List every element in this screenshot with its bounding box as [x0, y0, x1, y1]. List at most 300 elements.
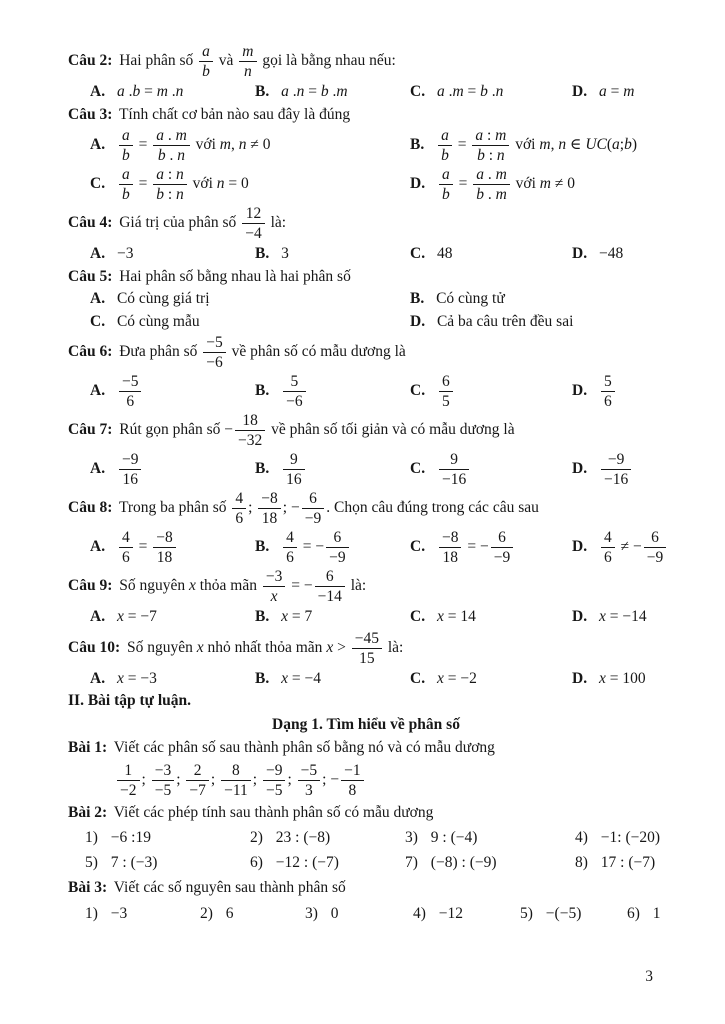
math-expression	[189, 577, 196, 594]
question-label: Câu 3:	[68, 105, 113, 123]
question-label: Câu 4:	[68, 214, 113, 232]
math-expression	[197, 639, 204, 656]
math-expression: = −	[302, 538, 325, 556]
option-C	[410, 81, 572, 104]
math-variable: x	[598, 669, 606, 687]
fraction-numerator: 12	[242, 205, 265, 224]
fraction-numerator: −1	[341, 762, 364, 781]
option-letter: D.	[572, 460, 588, 478]
fraction-numerator: 18	[235, 412, 265, 431]
text-run: và	[214, 52, 238, 70]
math-variable: n	[176, 186, 184, 203]
item-number: 5)	[85, 853, 98, 871]
math-expression: 17 : (−7)	[600, 853, 656, 871]
fraction-numerator: a : m	[472, 127, 509, 146]
fraction-denominator: −9	[304, 510, 322, 527]
math-variable: a	[281, 83, 289, 100]
fraction-numerator: 9	[439, 451, 469, 470]
fraction-numerator: 2	[186, 762, 209, 781]
text-run: thỏa mãn	[195, 577, 261, 595]
section-heading: II. Bài tập tự luận.	[68, 692, 192, 709]
exercise-label: Bài 2:	[68, 803, 108, 821]
math-variable: x	[196, 638, 204, 656]
fraction-numerator: 5	[601, 373, 615, 392]
fraction-numerator: −3	[152, 762, 175, 781]
text-run: Số nguyên	[119, 577, 189, 595]
option-letter: A.	[90, 290, 106, 307]
page-number: 3	[645, 967, 653, 985]
fraction	[437, 373, 455, 410]
fraction	[237, 43, 258, 80]
item-number: 1)	[85, 829, 98, 846]
fraction-denominator: 6	[235, 510, 244, 527]
option-B	[255, 606, 410, 629]
math-variable: a	[475, 127, 484, 144]
text-run: . Chọn câu đúng trong các câu sau	[326, 499, 539, 517]
options-row	[68, 311, 664, 334]
option-letter: B.	[255, 245, 270, 262]
math-variable: x	[116, 608, 124, 625]
option-letter: A.	[90, 608, 106, 625]
fraction-denominator: −5	[154, 781, 172, 799]
math-expression: n = 0	[216, 175, 249, 193]
question-text	[68, 204, 664, 243]
text-run: ;	[287, 770, 296, 788]
exercise-item	[85, 904, 200, 925]
fraction	[117, 373, 144, 410]
fraction-denominator: −11	[224, 781, 248, 799]
question-text	[68, 489, 664, 528]
fraction-denominator	[119, 146, 133, 164]
exercise-item	[405, 828, 575, 849]
fraction-denominator: 15	[359, 649, 375, 667]
math-variable: m	[156, 83, 168, 100]
math-expression: −	[224, 421, 234, 439]
fraction-numerator: −5	[203, 334, 226, 353]
fraction	[230, 490, 248, 527]
exercise-item	[627, 904, 664, 925]
options-row	[68, 165, 664, 204]
question-label: Câu 6:	[68, 343, 113, 361]
fraction-denominator	[438, 146, 452, 164]
option-B	[255, 81, 410, 104]
fraction	[313, 568, 347, 605]
fraction-numerator: 6	[315, 568, 345, 587]
fraction	[117, 451, 144, 488]
option-letter: C.	[410, 608, 426, 625]
exercise-item	[250, 828, 405, 849]
option-A	[90, 372, 255, 411]
fraction-numerator: 6	[644, 529, 667, 548]
math-variable: b	[202, 63, 210, 80]
math-expression: = −	[291, 577, 313, 595]
options-row	[68, 243, 664, 266]
option-letter: C.	[410, 245, 426, 262]
option-D	[572, 450, 664, 489]
question-text	[68, 333, 664, 372]
option-D	[572, 528, 668, 567]
option-letter: B.	[255, 460, 270, 478]
math-variable: C	[596, 136, 607, 154]
exercise-item	[520, 904, 627, 925]
math-variable: m	[623, 83, 635, 100]
text-run: ;	[248, 499, 257, 517]
option-C	[90, 311, 410, 334]
math-expression: −1: (−20)	[600, 829, 661, 846]
fraction-numerator: 9	[283, 451, 305, 470]
fraction-numerator: −9	[263, 762, 286, 781]
math-variable: a	[202, 43, 210, 60]
option-letter: C.	[410, 669, 426, 687]
fraction-denominator: −9	[493, 549, 511, 566]
math-variable: m	[242, 43, 254, 60]
math-expression: x = 14	[436, 608, 476, 625]
fraction	[201, 334, 228, 371]
option-C	[410, 606, 572, 629]
option-A	[90, 243, 255, 266]
math-variable: a	[476, 166, 484, 183]
fraction	[599, 373, 617, 410]
fraction	[437, 529, 464, 566]
math-expression: 9 : (−4)	[430, 829, 478, 846]
fraction-denominator: 3	[305, 781, 313, 799]
text-run: là:	[346, 577, 367, 595]
question-label: Câu 10:	[68, 638, 121, 656]
fraction	[151, 166, 189, 203]
option-D	[572, 372, 664, 411]
option-letter: B.	[255, 669, 270, 687]
math-expression: 0	[330, 904, 339, 922]
item-number: 7)	[405, 853, 418, 871]
math-variable: x	[436, 608, 444, 625]
exercise-text	[68, 802, 664, 825]
math-expression: 7 : (−3)	[110, 853, 158, 871]
option-B	[410, 288, 664, 311]
text-run: Số nguyên	[126, 638, 197, 656]
option-letter: C.	[410, 538, 426, 556]
text-run: Rút gọn phân số	[119, 421, 225, 439]
option-letter: C.	[90, 175, 106, 193]
option-C	[410, 668, 572, 691]
option-A	[90, 81, 255, 104]
option-letter: A.	[90, 245, 106, 262]
question-text	[68, 629, 664, 668]
question-label: Câu 2:	[68, 52, 113, 70]
fraction	[281, 373, 308, 410]
math-variable: b	[441, 186, 450, 203]
fraction-denominator	[439, 185, 453, 203]
exercise-item	[413, 904, 520, 925]
option-letter: A.	[90, 83, 106, 100]
fraction-denominator: −2	[120, 781, 137, 799]
math-expression: x = 100	[598, 669, 646, 687]
math-variable: b	[121, 186, 130, 203]
math-expression: =	[138, 136, 148, 154]
math-expression: −(−5)	[545, 904, 582, 922]
text-run: với	[511, 175, 540, 193]
exercise-row	[68, 904, 664, 925]
fraction	[233, 412, 267, 449]
math-variable: n	[177, 147, 186, 164]
fraction	[437, 166, 455, 203]
text-run: Tính chất cơ bản nào sau đây là đúng	[118, 105, 351, 123]
math-variable: n	[175, 83, 184, 100]
fraction-numerator: −45	[352, 630, 382, 649]
document-content	[68, 42, 664, 928]
question-text	[68, 42, 664, 81]
exercise-text	[68, 877, 664, 900]
math-expression: a .b = m .n	[116, 83, 184, 100]
exercise-item	[575, 853, 664, 874]
option-A	[90, 288, 410, 311]
fraction-denominator: −4	[245, 225, 262, 242]
fraction	[489, 529, 516, 566]
exercise-row	[68, 853, 664, 874]
math-expression: −3	[110, 904, 128, 922]
math-expression: =	[138, 175, 148, 193]
fraction-numerator: 6	[491, 529, 514, 548]
text-run: Có cùng tử	[436, 290, 505, 307]
fraction-numerator: −5	[298, 762, 321, 781]
math-expression: m, n ≠ 0	[219, 136, 271, 154]
fraction	[281, 451, 307, 488]
fraction-denominator	[239, 62, 256, 80]
option-letter: D.	[572, 83, 588, 100]
fraction-numerator: −9	[601, 451, 631, 470]
fraction-denominator: −5	[265, 781, 283, 799]
fraction-denominator: b : n	[156, 186, 184, 203]
option-C	[410, 450, 572, 489]
question-label: Câu 9:	[68, 577, 113, 595]
fraction-numerator	[119, 127, 133, 146]
math-variable: a	[156, 166, 164, 183]
text-run: về phân số có mẫu dương là	[227, 343, 406, 361]
options-row	[68, 606, 664, 629]
text-run: Hai phân số	[119, 52, 198, 70]
fraction	[436, 127, 454, 164]
math-variable: n	[176, 166, 184, 183]
math-expression: −12 : (−7)	[275, 853, 339, 871]
option-letter: A.	[90, 136, 106, 154]
text-run: ;	[252, 770, 261, 788]
option-B	[255, 450, 410, 489]
fraction	[117, 529, 135, 566]
math-variable: a	[156, 127, 164, 144]
math-expression: 3	[281, 245, 289, 262]
fraction-numerator: 4	[601, 529, 615, 548]
math-expression: 6	[225, 904, 234, 922]
exercise-item	[575, 828, 664, 849]
fraction-denominator: −6	[206, 354, 223, 371]
math-variable: n	[495, 83, 504, 100]
question-text	[68, 104, 664, 127]
text-run: Trong ba phân số	[118, 499, 231, 517]
subsection-heading: Dạng 1. Tìm hiểu về phân số	[272, 715, 460, 733]
option-B	[255, 528, 410, 567]
math-variable: m	[175, 127, 187, 144]
fraction-numerator	[438, 127, 452, 146]
math-variable: m	[452, 83, 464, 100]
fraction-denominator: 18	[442, 549, 458, 566]
exercise-label: Bài 3:	[68, 879, 108, 896]
math-expression: x = −4	[281, 669, 321, 687]
option-letter: D.	[572, 245, 588, 262]
math-variable: m	[539, 136, 551, 154]
option-C	[410, 243, 572, 266]
option-letter: C.	[410, 382, 426, 400]
option-D	[572, 81, 664, 104]
fraction-denominator	[199, 62, 213, 80]
math-variable: b	[476, 186, 484, 203]
math-variable: U	[585, 136, 597, 154]
exercise-item	[200, 904, 305, 925]
item-number: 8)	[575, 853, 588, 871]
math-expression: = −	[467, 538, 489, 556]
math-variable: x	[116, 669, 124, 687]
math-variable: a	[598, 83, 607, 100]
fraction-numerator: 6	[302, 490, 325, 509]
math-variable: b	[480, 83, 488, 100]
option-B	[255, 372, 410, 411]
math-expression: −12	[438, 904, 464, 922]
option-letter: C.	[410, 460, 426, 478]
fraction-numerator	[439, 166, 453, 185]
fraction	[256, 490, 283, 527]
text-run: về phân số tối giản và có mẫu dương là	[267, 421, 515, 439]
math-variable: x	[188, 577, 196, 595]
fraction-denominator: −6	[286, 393, 303, 410]
fraction	[339, 762, 366, 799]
math-variable: x	[436, 669, 444, 687]
exercise-label: Bài 1:	[68, 739, 108, 756]
math-variable: b	[320, 83, 329, 100]
math-variable: n	[244, 63, 252, 80]
fraction-denominator: −32	[238, 432, 263, 449]
fraction-denominator: 16	[286, 471, 302, 488]
option-D	[572, 243, 664, 266]
fraction-denominator: b : n	[477, 147, 505, 164]
fraction-numerator: 6	[326, 529, 349, 548]
fraction	[642, 529, 669, 566]
option-D	[410, 311, 664, 334]
text-run: Cả ba câu trên đều sai	[436, 312, 574, 330]
math-expression: −	[330, 770, 340, 788]
question-label: Câu 8:	[68, 499, 113, 517]
text-run: Giá trị của phân số	[119, 214, 241, 232]
text-run: ;	[141, 770, 150, 788]
fraction-numerator	[119, 166, 133, 185]
math-variable: b	[441, 147, 449, 164]
fraction-denominator: −16	[441, 471, 467, 488]
fraction	[281, 529, 299, 566]
fraction-numerator: a : n	[153, 166, 187, 185]
math-variable: m	[495, 166, 507, 183]
text-run: ;	[322, 770, 331, 788]
text-run: ;	[210, 770, 220, 788]
fraction-denominator: 8	[348, 781, 357, 799]
fraction-numerator: 1	[117, 762, 140, 781]
question-label: Câu 7:	[68, 421, 113, 439]
text-run: với	[191, 136, 220, 154]
fraction-numerator: 5	[283, 373, 306, 392]
math-variable: a	[121, 127, 130, 144]
fraction-numerator	[239, 43, 256, 62]
math-variable: b	[156, 186, 164, 203]
option-letter: A.	[90, 382, 106, 400]
fraction-denominator: 6	[603, 393, 612, 410]
math-expression: x >	[326, 638, 346, 656]
fraction	[437, 451, 471, 488]
option-A	[90, 606, 255, 629]
math-expression: 1	[652, 904, 661, 922]
option-C	[410, 528, 572, 567]
fraction	[350, 630, 384, 667]
fraction-denominator: b . m	[476, 186, 507, 203]
math-expression: 23 : (−8)	[275, 829, 331, 846]
fraction	[261, 762, 288, 799]
option-letter: B.	[255, 538, 270, 556]
math-variable: x	[326, 638, 334, 656]
math-variable: m	[495, 127, 507, 144]
text-run: Viết các số nguyên sau thành phân số	[113, 879, 346, 896]
math-variable: n	[216, 175, 225, 193]
option-D	[410, 165, 664, 204]
text-run: Viết các phép tính sau thành phân số có mẫu dương	[113, 803, 434, 821]
options-row	[68, 450, 664, 489]
fraction-numerator: −8	[258, 490, 281, 509]
fraction	[115, 762, 142, 799]
math-variable: a	[121, 166, 130, 183]
text-run: với	[511, 136, 540, 154]
option-letter: B.	[255, 382, 270, 400]
item-number: 1)	[85, 904, 98, 922]
option-C	[90, 165, 410, 204]
option-letter: D.	[572, 608, 588, 625]
option-letter: A.	[90, 460, 106, 478]
math-expression: =	[458, 175, 468, 193]
exercise-item	[405, 853, 575, 874]
fraction-denominator: −16	[603, 471, 629, 488]
math-expression: a .m = b .n	[436, 83, 504, 100]
text-run: Viết các phân số sau thành phân số bằng nó và có mẫu dương	[113, 739, 495, 756]
item-number: 2)	[250, 829, 263, 846]
math-variable: b	[132, 83, 141, 100]
options-row	[68, 81, 664, 104]
math-variable: b	[157, 147, 166, 164]
fraction	[151, 529, 178, 566]
option-letter: A.	[90, 538, 106, 556]
option-letter: D.	[410, 312, 426, 330]
fraction-numerator: 8	[221, 762, 251, 781]
math-expression: m, n ∈ UC(a;b)	[539, 136, 638, 154]
exercise-item	[250, 853, 405, 874]
fraction	[471, 166, 512, 203]
text-run: là:	[383, 638, 404, 656]
fraction	[599, 451, 633, 488]
option-B	[410, 126, 664, 165]
fraction-denominator: b . n	[157, 147, 186, 164]
option-letter: D.	[572, 538, 588, 556]
fraction-numerator: a . m	[473, 166, 510, 185]
exercise-item	[85, 828, 250, 849]
math-variable: a	[436, 83, 445, 100]
math-expression: m ≠ 0	[539, 175, 576, 193]
options-row	[68, 668, 664, 691]
fraction-denominator	[119, 185, 133, 203]
fraction	[300, 490, 327, 527]
math-expression: −3	[116, 245, 134, 262]
fraction-list	[68, 760, 664, 802]
